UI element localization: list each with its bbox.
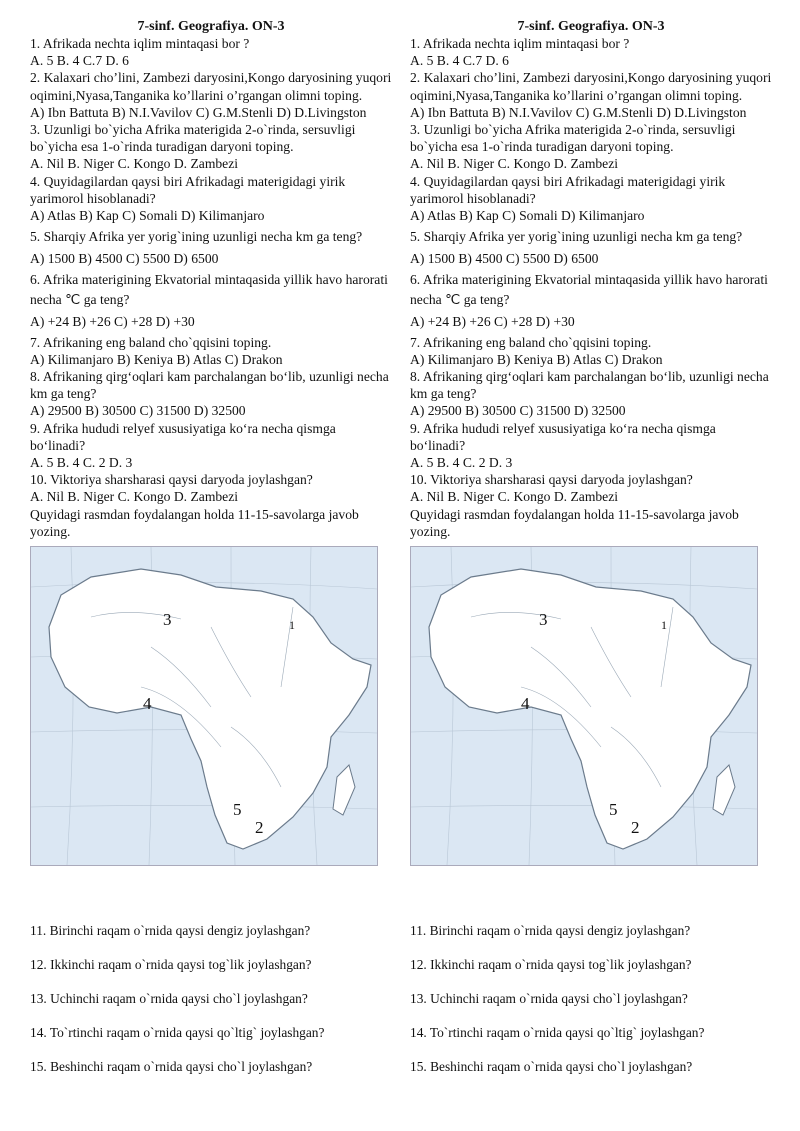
- question-13: 13. Uchinchi raqam o`rnida qaysi cho`l joylashgan?: [30, 991, 308, 1006]
- answer-5: A) 1500 B) 4500 C) 5500 D) 6500: [30, 251, 219, 267]
- right-column: [410, 18, 772, 866]
- answer-2: A) Ibn Battuta B) N.I.Vavilov C) G.M.Stenli D) D.Livingston: [30, 104, 367, 120]
- question-11: 11. Birinchi raqam o`rnida qaysi dengiz joylashgan?: [410, 923, 691, 938]
- map-label-1: 1: [661, 618, 667, 633]
- question-10: 10. Viktoriya sharsharasi qaysi daryoda joylashgan?: [410, 472, 693, 488]
- page-title-copy: 7-sinf. Geografiya. ON-3: [517, 19, 665, 34]
- question-15: 15. Beshinchi raqam o`rnida qaysi cho`l joylashgan?: [30, 1059, 313, 1074]
- answer-4: A) Atlas B) Kap C) Somali D) Kilimanjaro: [410, 208, 645, 224]
- answer-9: A. 5 B. 4 C. 2 D. 3: [30, 455, 133, 471]
- question-9: 9. Afrika hududi relyef xususiyatiga ko‘ra necha qismga bo‘linadi?: [30, 420, 336, 453]
- answer-3: A. Nil B. Niger C. Kongo D. Zambezi: [30, 156, 239, 172]
- map-label-4: 4: [143, 694, 152, 714]
- question-7: 7. Afrikaning eng baland cho`qqisini toping.: [30, 334, 272, 350]
- answer-10: A. Nil B. Niger C. Kongo D. Zambezi: [30, 489, 239, 505]
- answer-2: A) Ibn Battuta B) N.I.Vavilov C) G.M.Stenli D) D.Livingston: [410, 104, 747, 120]
- africa-map-graphic: [31, 547, 377, 865]
- question-9: 9. Afrika hududi relyef xususiyatiga ko‘ra necha qismga bo‘linadi?: [410, 420, 716, 453]
- question-10: 10. Viktoriya sharsharasi qaysi daryoda joylashgan?: [30, 472, 313, 488]
- answer-1: A. 5 B. 4 C.7 D. 6: [410, 53, 509, 69]
- answer-8: A) 29500 B) 30500 C) 31500 D) 32500: [30, 403, 246, 419]
- answer-1: A. 5 B. 4 C.7 D. 6: [30, 53, 129, 69]
- question-6: 6. Afrika materigining Ekvatorial mintaqasida yillik havo harorati necha ℃ ga teng?: [30, 272, 388, 308]
- map-label-5: 5: [609, 800, 618, 820]
- question-15: 15. Beshinchi raqam o`rnida qaysi cho`l joylashgan?: [410, 1059, 693, 1074]
- answer-6: A) +24 B) +26 C) +28 D) +30: [410, 314, 575, 330]
- map-label-5: 5: [233, 800, 242, 820]
- answer-8: A) 29500 B) 30500 C) 31500 D) 32500: [410, 403, 626, 419]
- africa-map: [410, 546, 758, 866]
- answer-4: A) Atlas B) Kap C) Somali D) Kilimanjaro: [30, 208, 265, 224]
- map-label-4: 4: [521, 694, 530, 714]
- map-label-3: 3: [163, 610, 172, 630]
- question-5: 5. Sharqiy Afrika yer yorig`ining uzunligi necha km ga teng?: [410, 229, 743, 245]
- question-4: 4. Quyidagilardan qaysi biri Afrikadagi materigidagi yirik yarimorol hisoblanadi?: [410, 173, 726, 206]
- question-1: 1. Afrikada nechta iqlim mintaqasi bor ?: [30, 36, 250, 51]
- question-7: 7. Afrikaning eng baland cho`qqisini toping.: [410, 334, 652, 350]
- question-11: 11. Birinchi raqam o`rnida qaysi dengiz joylashgan?: [30, 923, 311, 938]
- question-14: 14. To`rtinchi raqam o`rnida qaysi qo`ltig` joylashgan?: [30, 1025, 325, 1040]
- map-label-2: 2: [255, 818, 264, 838]
- left-column: [30, 18, 392, 866]
- answer-7: A) Kilimanjaro B) Keniya B) Atlas C) Drakon: [410, 351, 663, 367]
- question-4: 4. Quyidagilardan qaysi biri Afrikadagi materigidagi yirik yarimorol hisoblanadi?: [30, 173, 346, 206]
- question-2: 2. Kalaxari cho’lini, Zambezi daryosini,Kongo daryosining yuqori oqimini,Nyasa,Tanganika ko’llarini o’rgangan olimni toping.: [30, 70, 392, 103]
- question-8: 8. Afrikaning qirg‘oqlari kam parchalangan bo‘lib, uzunligi necha km ga teng?: [410, 369, 769, 402]
- map-instruction: Quyidagi rasmdan foydalangan holda 11-15-savolarga javob yozing.: [410, 506, 739, 539]
- map-label-2: 2: [631, 818, 640, 838]
- answer-5: A) 1500 B) 4500 C) 5500 D) 6500: [410, 251, 599, 267]
- question-2: 2. Kalaxari cho’lini, Zambezi daryosini,Kongo daryosining yuqori oqimini,Nyasa,Tanganika ko’llarini o’rgangan olimni toping.: [410, 70, 772, 103]
- question-5: 5. Sharqiy Afrika yer yorig`ining uzunligi necha km ga teng?: [30, 229, 363, 245]
- answer-9: A. 5 B. 4 C. 2 D. 3: [410, 455, 513, 471]
- question-12: 12. Ikkinchi raqam o`rnida qaysi tog`lik joylashgan?: [410, 957, 692, 972]
- question-1: 1. Afrikada nechta iqlim mintaqasi bor ?: [410, 36, 630, 51]
- answer-3: A. Nil B. Niger C. Kongo D. Zambezi: [410, 156, 619, 172]
- question-14: 14. To`rtinchi raqam o`rnida qaysi qo`ltig` joylashgan?: [410, 1025, 705, 1040]
- africa-map-graphic: [411, 547, 757, 865]
- question-12: 12. Ikkinchi raqam o`rnida qaysi tog`lik joylashgan?: [30, 957, 312, 972]
- question-6: 6. Afrika materigining Ekvatorial mintaqasida yillik havo harorati necha ℃ ga teng?: [410, 272, 768, 308]
- page-title: 7-sinf. Geografiya. ON-3: [137, 19, 285, 34]
- question-3: 3. Uzunligi bo`yicha Afrika materigida 2-o`rinda, sersuvligi bo`yicha esa 1-o`rinda turadigan daryoni toping.: [410, 122, 736, 155]
- answer-6: A) +24 B) +26 C) +28 D) +30: [30, 314, 195, 330]
- answer-7: A) Kilimanjaro B) Keniya B) Atlas C) Drakon: [30, 351, 283, 367]
- question-13: 13. Uchinchi raqam o`rnida qaysi cho`l joylashgan?: [410, 991, 688, 1006]
- answer-10: A. Nil B. Niger C. Kongo D. Zambezi: [410, 489, 619, 505]
- africa-map: [30, 546, 378, 866]
- question-3: 3. Uzunligi bo`yicha Afrika materigida 2-o`rinda, sersuvligi bo`yicha esa 1-o`rinda turadigan daryoni toping.: [30, 122, 356, 155]
- map-label-3: 3: [539, 610, 548, 630]
- map-instruction: Quyidagi rasmdan foydalangan holda 11-15-savolarga javob yozing.: [30, 506, 359, 539]
- question-8: 8. Afrikaning qirg‘oqlari kam parchalangan bo‘lib, uzunligi necha km ga teng?: [30, 369, 389, 402]
- map-label-1: 1: [289, 618, 295, 633]
